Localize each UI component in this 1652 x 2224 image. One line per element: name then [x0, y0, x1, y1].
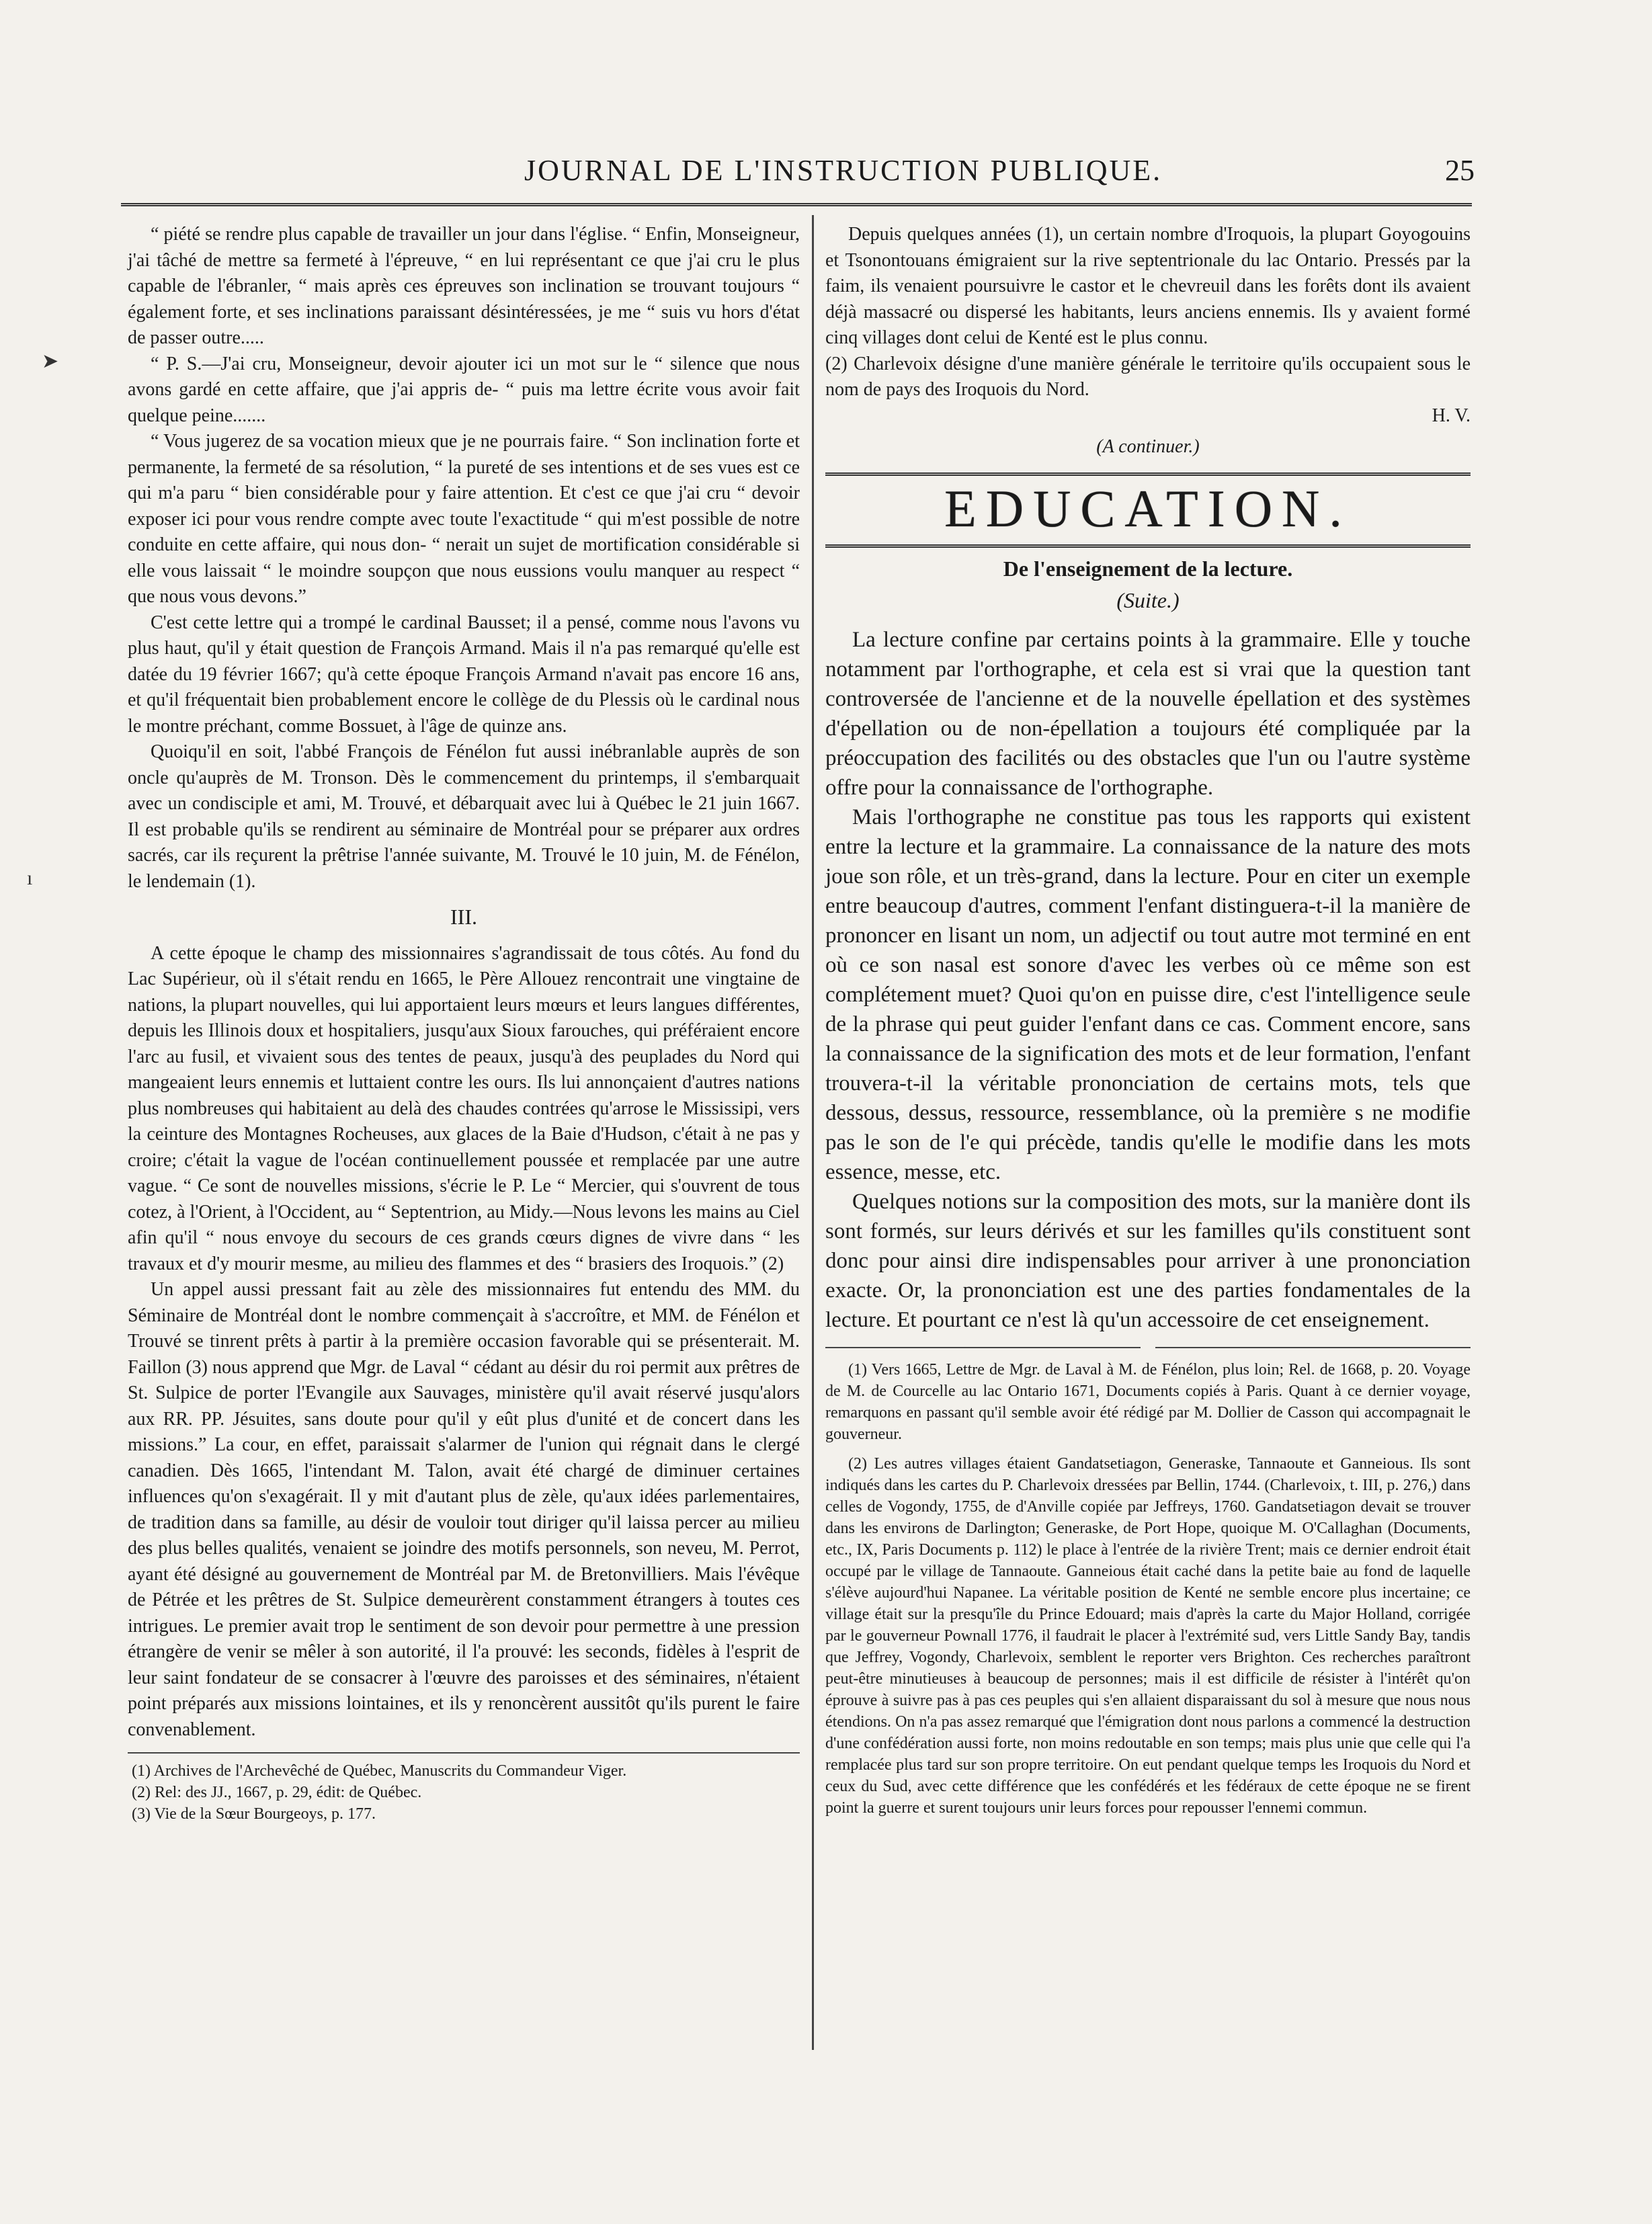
- footnote-rule: [825, 1347, 1471, 1348]
- article-subtitle: (Suite.): [1116, 587, 1180, 612]
- page-number: 25: [1445, 154, 1475, 187]
- footnote: (3) Vie de la Sœur Bourgeoys, p. 177.: [132, 1805, 376, 1823]
- letter-paragraph: “ piété se rendre plus capable de travailler un jour dans l'église. “ Enfin, Monseigneur, j'ai tâché de mettre sa fermeté à l'épreuve, “ en lui représentant ce que j'ai cru le plus capable de l'ébranler, “ mais après ces épreuves son inclination se trouvant toujours “ également forte, et ses inclinations paraissant désintéressées, je me “ suis vu hors d'état de passer outre.....: [128, 224, 800, 348]
- body-paragraph: A cette époque le champ des missionnaires s'agrandissait de tous côtés. Au fond du Lac Supérieur, où il s'était rendu en 1665, le Père Allouez rencontrait une vingtaine de nations, la plupart nouvelles, qui lui apportaient leurs mœurs et leurs langues différentes, depuis les Illinois doux et hospitaliers, jusqu'aux Sioux farouches, qui préféraient encore l'arc au fusil, et vivaient sous des tentes de peaux, jusqu'à des peuplades du Nord qui mangeaient leurs ennemis et luttaient contre les ours. Ils lui annonçaient d'autres nations plus nombreuses qui habitaient au delà des chaudes contrées qu'arrose le Mississipi, vers la ceinture des Montagnes Rocheuses, aux glaces de la Baie d'Hudson, c'était à ne pas y croire; c'était la vague de l'océan continuellement poussée et remplacée par une autre vague. “ Ce sont de nouvelles missions, s'écrie le P. Le “ Mercier, qui s'ouvrent de tous cotez, à l'Orient, à l'Occident, au “ Septentrion, au Midy.—Nous levons les mains au Ciel afin qu'il “ nous envoye du secours de ces grands cœurs dignes de vivre dans “ les travaux et d'y mourir mesme, au milieu des flammes et des “ brasiers des Iroquois.” (2): [128, 942, 800, 1274]
- margin-arrow-mark: ➤: [42, 350, 59, 372]
- left-footnotes: [128, 1760, 800, 1825]
- margin-tick-mark: ı: [27, 867, 33, 889]
- column-divider: [812, 215, 814, 2050]
- body-paragraph: La lecture confine par certains points à la grammaire. Elle y touche notamment par l'orthographe, et cela est si vrai que la question tant controversée de l'ancienne et de la nouvelle épellation et des systèmes d'épellation ou de non-épellation a toujours été compliquée par la préoccupation des facilités ou des obstacles que l'un ou l'autre système offre pour la connaissance de l'orthographe.: [825, 628, 1471, 800]
- right-footnotes: [825, 1359, 1471, 1819]
- footnote: (2) Charlevoix désigne d'une manière générale le territoire qu'ils occupaient sous le nom de pays des Iroquois du Nord.: [825, 353, 1471, 400]
- body-paragraph: Mais l'orthographe ne constitue pas tous les rapports qui existent entre la lecture et la grammaire. La connaissance de la nature des mots joue son rôle, et un très-grand, dans la lecture. Pour en citer un exemple entre beaucoup d'autres, comment l'enfant distinguera-t-il la manière de prononcer en lisant un nom, un adjectif ou tout autre mot terminé en ent où ce son nasal est sonore d'avec les verbes où ce même son est complétement muet? Quoi qu'on en puisse dire, c'est l'intelligence seule de la phrase qui peut guider l'enfant dans ce cas. Comment encore, sans la connaissance de la signification des mots et de leur formation, l'enfant trouvera-t-il la véritable prononciation de certains mots, tels que dessous, dessus, ressource, ressemblance, où la première s ne modifie pas le son de l'e qui précède, tandis qu'elle le modifie dans les mots essence, messe, etc.: [825, 805, 1471, 1184]
- footnote-rule: [128, 1752, 800, 1754]
- body-paragraph: Un appel aussi pressant fait au zèle des missionnaires fut entendu des MM. du Séminaire de Montréal dont le nombre commençait à s'accroître, et MM. de Fénélon et Trouvé se tinrent prêts à partir à la première occasion favorable qui se présenterait. M. Faillon (3) nous apprend que Mgr. de Laval “ cédant au désir du roi permit aux prêtres de St. Sulpice de porter l'Evangile aux Sauvages, ministère qu'il avait réservé jusqu'alors aux RR. PP. Jésuites, sans doute pour qu'il y eût plus d'unité et de concert dans les missions.” La cour, en effet, paraissait s'alarmer de l'union qui régnait dans le clergé canadien. Dès 1665, l'intendant M. Talon, avait été chargé de diminuer certaines influences qu'on s'exagérait. Il y mit d'autant plus de zèle, qu'aux idées parlementaires, de tradition dans sa famille, au désir de vouloir tout diriger qu'il laissa percer au milieu des plus belles qualités, venaient se joindre des motifs personnels, son neveu, M. Perrot, ayant été désigné au gouvernement de Montréal par M. de Bretonvilliers. Mais l'évêque de Pétrée et les prêtres de St. Sulpice demeurèrent constamment étrangers à toutes ces intrigues. Le premier avait trop le sentiment de son devoir pour permettre à une pression étrangère de venir se mêler à son autorité, il l'a prouvé: les seconds, fidèles à l'esprit de leur saint fondateur de se consacrer à l'œuvre des paroisses et des séminaires, n'étaient point préparés aux missions lointaines, et ils y renoncèrent aussitôt qu'ils purent le faire convenablement.: [128, 1279, 800, 1740]
- footnote: (2) Rel: des JJ., 1667, p. 29, édit: de Québec.: [132, 1784, 422, 1801]
- section-number: III.: [450, 905, 477, 929]
- body-paragraph: Quoiqu'il en soit, l'abbé François de Fénélon fut aussi inébranlable auprès de son oncle qu'auprès de M. Tronson. Dès le commencement du printemps, il s'embarquait avec un condisciple et ami, M. Trouvé, et débarquait avec lui à Québec le 21 juin 1667. Il est probable qu'ils se rendirent au séminaire de Montréal pour se préparer aux ordres sacrés, car ils reçurent la prêtrise l'année suivante, M. Trouvé le 10 juin, M. de Fénélon, le lendemain (1).: [128, 741, 800, 892]
- continuation-note: (A continuer.): [1096, 436, 1200, 457]
- article-body: [825, 625, 1471, 1335]
- header-rule: [121, 203, 1472, 206]
- running-title: JOURNAL DE L'INSTRUCTION PUBLIQUE.: [524, 154, 1163, 187]
- section-heading: EDUCATION.: [944, 479, 1352, 538]
- body-paragraph: Depuis quelques années (1), un certain nombre d'Iroquois, la plupart Goyogouins et Tsonontouans émigraient sur la rive septentrionale du lac Ontario. Pressés par la faim, ils venaient poursuivre le castor et le chevreuil dans les forêts dont ils avaient déjà massacré ou dispersé les habitants, leurs anciens ennemis. Ils y avaient formé cinq villages dont celui de Kenté est le plus connu.: [825, 224, 1471, 348]
- article-title: De l'enseignement de la lecture.: [1003, 557, 1293, 581]
- footnote: (1) Archives de l'Archevêché de Québec, Manuscrits du Commandeur Viger.: [132, 1762, 627, 1780]
- left-column: [128, 222, 800, 1825]
- author-signature: H. V.: [1432, 405, 1471, 426]
- letter-paragraph: “ Vous jugerez de sa vocation mieux que je ne pourrais faire. “ Son inclination forte et permanente, la fermeté de sa résolution, “ la pureté de ses intentions et de ses vues est ce qui m'a paru “ bien considérable pour y faire attention. Et c'est ce que j'ai cru “ devoir exposer ici pour vous rendre compte avec toute l'exactitude “ qui m'est possible de notre conduite en cette affaire, qui nous don- “ nerait un sujet de mortification considérable si elle vous laissait “ le moindre soupçon que nous eussions voulu manquer au respect “ que nous vous devons.”: [128, 431, 800, 607]
- body-paragraph: Quelques notions sur la composition des mots, sur la manière dont ils sont formés, sur leurs dérivés et sur les familles qu'ils constituent sont donc pour ainsi dire indispensables pour arriver à une prononciation exacte. Or, la prononciation est une des parties fondamentales de la lecture. Et pourtant ce n'est là qu'un accessoire de cet enseignement.: [825, 1190, 1471, 1332]
- right-column: [825, 222, 1471, 1827]
- letter-paragraph: “ P. S.—J'ai cru, Monseigneur, devoir ajouter ici un mot sur le “ silence que nous avons gardé en cette affaire, que j'ai appris de- “ puis ma lettre écrite vous avoir fait quelque peine.......: [128, 353, 800, 426]
- footnote: (1) Vers 1665, Lettre de Mgr. de Laval à M. de Fénélon, plus loin; Rel. de 1668, p. 20. Voyage de M. de Courcelle au lac Ontario 1671, Documents copiés à Paris. Quant à ce dernier voyage, remarquons en passant qu'il semble avoir été rédigé par M. Dollier de Casson qui accompagnait le gouverneur.: [825, 1361, 1471, 1443]
- section-rule: [825, 472, 1471, 476]
- footnote: (2) Les autres villages étaient Gandatsetiagon, Generaske, Tannaoute et Ganneious. Ils sont indiqués dans les cartes du P. Charlevoix dressées par Bellin, 1744. (Charlevoix, t. III, p. 276,) dans celles de Vogondy, 1755, de d'Anville copiée par Jeffreys, 1760. Gandatsetiagon devait se trouver dans les environs de Darlington; Generaske, de Port Hope, quoique M. O'Callaghan (Documents, etc., IX, Paris Documents p. 112) le place à l'entrée de la rivière Trent; mais ce dernier endroit était occupé par le village de Tannaoute. Ganneious était caché dans la petite baie au fond de laquelle s'élève aujourd'hui Napanee. La véritable position de Kenté ne semble encore plus incertaine; ce village était sur la presqu'île du Prince Edouard; mais d'après la carte du Major Holland, corrigée par le gouverneur Pownall 1776, il faudrait le placer à l'extrémité sud, vers Little Sandy Bay, tandis que Jeffrey, Vogondy, Charlevoix, semblent le reporter vers Brighton. Ces recherches paraîtront peut-être minutieuses à beaucoup de personnes; mais il est difficile de résister à l'intérêt qu'on éprouve à suivre pas à pas ces peuples qui s'en allaient disparaissant du sol à mesure que nous nous étendions. On n'a pas assez remarqué que l'émigration dont nous parlons a commencé la destruction d'une confédération aussi forte, non moins redoutable en son temps; mais plus unie que celle qui l'a remplacée plus tard sur son propre territoire. On eut pendant quelque temps les Iroquois du Nord et ceux du Sud, avec cette différence que les confédérés et les fédéraux de cette époque ne se firent point la guerre et surent toujours unir leurs forces pour repousser l'ennemi commun.: [825, 1455, 1471, 1817]
- section-rule: [825, 544, 1471, 548]
- body-paragraph: C'est cette lettre qui a trompé le cardinal Bausset; il a pensé, comme nous l'avons vu plus haut, qu'il y était question de François Armand. Mais il n'a pas remarqué qu'elle est datée du 19 février 1667; qu'à cette époque François Armand n'avait pas encore 16 ans, et qu'il fréquentait bien probablement encore le collège de du Plessis où le cardinal nous le montre préchant, comme Bossuet, à l'âge de quinze ans.: [128, 612, 800, 737]
